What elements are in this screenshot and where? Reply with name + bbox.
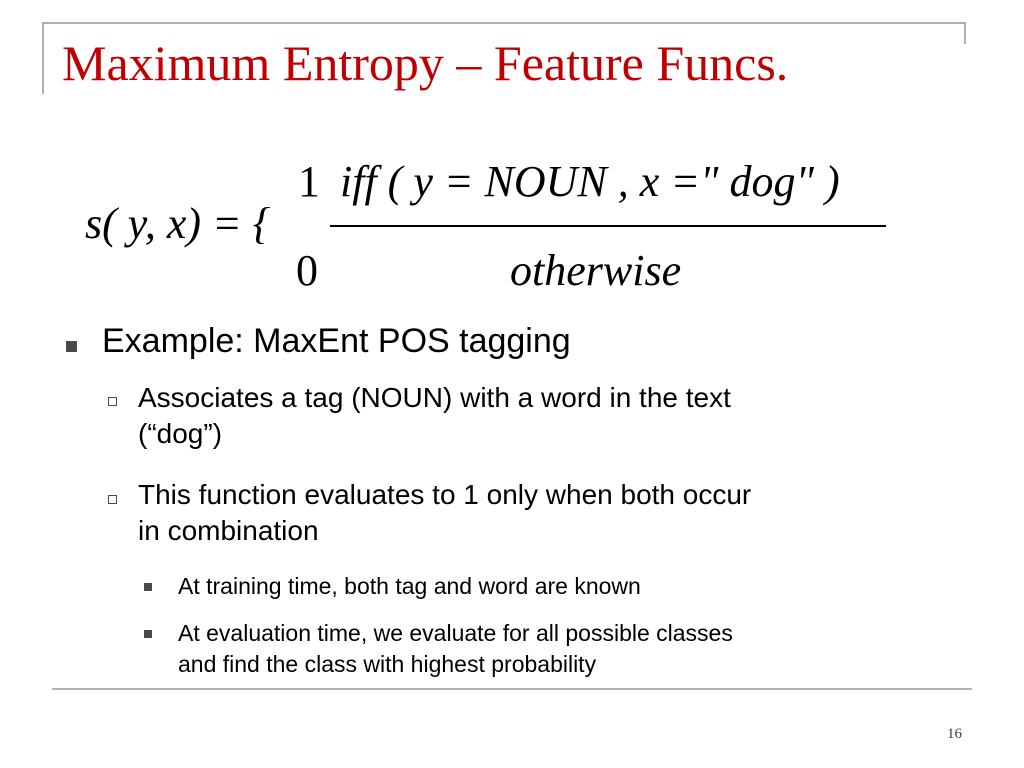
bullet-level2-item: [138, 477, 958, 549]
bullet-level1: Example: MaxEnt POS tagging: [102, 322, 571, 360]
formula-numerator-condition: iff ( y = NOUN , x =" dog" ): [340, 157, 840, 206]
page-number: 16: [947, 726, 962, 742]
bullet-square-icon: [66, 341, 77, 352]
bullet-level2-line: in combination: [138, 515, 319, 546]
formula-numerator-value: 1: [298, 157, 320, 206]
bullet-level3-line: At evaluation time, we evaluate for all possible classes: [178, 620, 733, 646]
bullet-level3-item: [178, 618, 958, 680]
bullet-square-icon: [144, 630, 152, 638]
formula-denominator-value: 0: [296, 246, 318, 295]
hollow-square-bullet-icon: [108, 495, 117, 504]
formula-lhs: s( y, x) = {: [85, 199, 271, 248]
hollow-square-bullet-icon: [108, 397, 117, 406]
bullet-level2-line: Associates a tag (NOUN) with a word in the text: [138, 382, 731, 413]
formula-denominator-condition: otherwise: [510, 246, 682, 295]
bullet-level2-line: This function evaluates to 1 only when both occur: [138, 479, 752, 510]
bullet-level2-item: [138, 380, 958, 452]
bullet-level2-line: (“dog”): [138, 418, 223, 449]
bullet-square-icon: [144, 583, 152, 591]
bullet-level3-line: At training time, both tag and word are known: [178, 573, 641, 599]
bullet-level3-line: and find the class with highest probability: [178, 651, 597, 677]
slide-title: Maximum Entropy – Feature Funcs.: [62, 35, 789, 91]
bullet-level3-item: [178, 571, 958, 602]
